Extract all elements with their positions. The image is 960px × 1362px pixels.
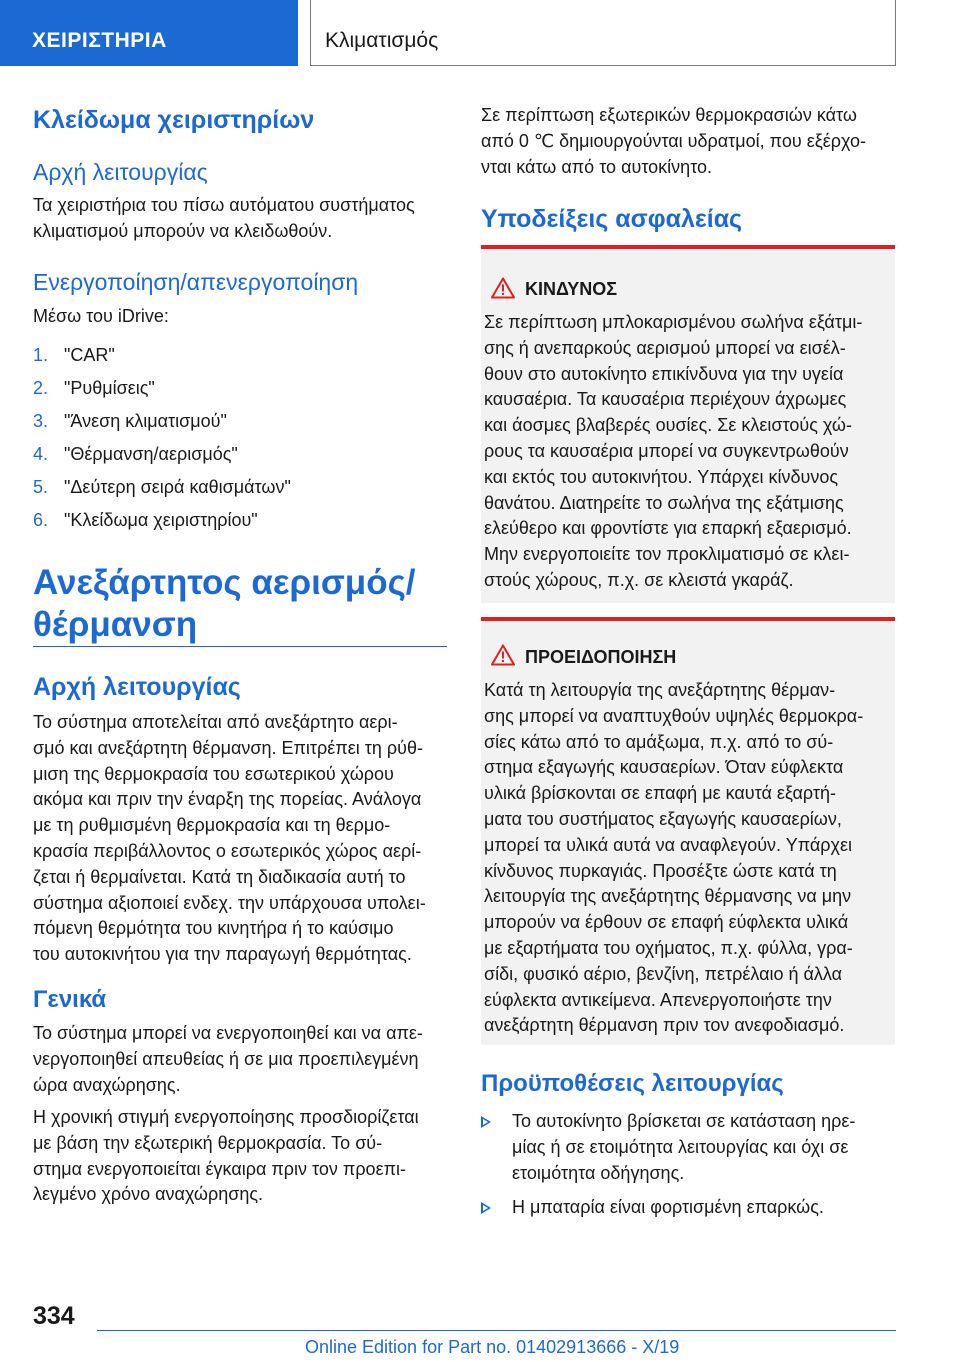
page-number: 334: [33, 1302, 75, 1330]
activation-intro: Μέσω του iDrive:: [33, 306, 169, 326]
warning-triangle-icon: [491, 644, 515, 666]
list-item: 2. "Ρυθμίσεις": [33, 378, 155, 398]
list-item: 5. "Δεύτερη σειρά καθισμάτων": [33, 477, 291, 497]
aux-principle-text: Το σύστημα αποτελείται από ανεξάρτητο αερι- σμό και ανεξάρτητη θέρμανση. Επιτρέπει τη ρύθ- μιση της θερμοκρασία του εσωτερικού χώρου ακόμα και πριν την έναρξη της πορείας. Ανάλογα με τη ρυθμισμένη θερμοκρασία και τη θερμο- κρασία περιβάλλοντος ο εσωτερικός χώρος αερί- ζεται ή θερμαίνεται. Κατά τη διαδικασία αυτή το σύστημα αξιοποιεί ενδεχ. την υπάρχουσα υπολει- πόμενη θερμότητα του κινητήρα ή το καύσιμο του αυτοκινήτου για την παραγωγή θερμότητας.: [33, 712, 426, 965]
list-item: 1. "CAR": [33, 345, 115, 365]
danger-box: [481, 245, 895, 603]
general-title: Γενικά: [33, 986, 107, 1013]
list-item: 3. "Άνεση κλιματισμού": [33, 411, 227, 431]
activation-steps: [33, 342, 447, 540]
section-rule: [33, 646, 447, 647]
warning-box: [481, 617, 895, 1045]
warning-triangle-icon: [491, 277, 515, 299]
lock-principle-text: Τα χειριστήρια του πίσω αυτόματου συστήματος κλιματισμού μπορούν να κλειδωθούν.: [33, 195, 415, 241]
danger-label: ΚΙΝΔΥΝΟΣ: [525, 279, 618, 299]
danger-text: Σε περίπτωση μπλοκαρισμένου σωλήνα εξάτμι- σης ή ανεπαρκούς αερισμού μπορεί να εισέλ- θουν στο αυτοκίνητο επικίνδυνα για την υγεία καυσαέρια. Τα καυσαέρια περιέχουν άχρωμες και άοσμες βλαβερές ουσίες. Σε κλειστούς χώ- ρους τα καυσαέρια μπορεί να συγκεντρωθούν και εκτός του αυτοκινήτου. Υπάρχει κίνδυνος θανάτου. Διατηρείτε το σωλήνα της εξάτμισης ελεύθερο και φροντίστε για επαρκή εξαερισμό. Μην ενεργοποιείτε τον προκλιματισμό σε κλει- στούς χώρους, π.χ. σε κλειστά γκαράζ.: [484, 312, 863, 590]
warning-label: ΠΡΟΕΙΔΟΠΟΙΗΣΗ: [525, 647, 677, 667]
general-paragraph-2: Η χρονική στιγμή ενεργοποίησης προσδιορίζεται με βάση την εξωτερική θερμοκρασία. Το σύ- στημα ενεργοποιείται έγκαιρα πριν τον προεπι- λεγμένο χρόνο αναχώρησης.: [33, 1107, 419, 1205]
warning-text: Κατά τη λειτουργία της ανεξάρτητης θέρμαν- σης μπορεί να αναπτυχθούν υψηλές θερμοκρα- σίες κάτω από το αμάξωμα, π.χ. από το σύ- στημα εξαγωγής καυσαερίων. Όταν εύφλεκτα υλικά βρίσκονται σε επαφή με καυτά εξαρτή- ματα του συστήματος εξαγωγής καυσαερίων, μπορεί τα υλικά αυτά να αναφλεγούν. Υπάρχει κίνδυνος πυρκαγιάς. Προσέξτε ώστε κατά τη λειτουργία της ανεξάρτητης θέρμανσης να μην μπορούν να έρθουν σε επαφή εύφλεκτα υλικά με εξαρτήματα του οχήματος, π.χ. φύλλα, γρα- σίδι, φυσικό αέριο, βενζίνη, πετρέλαιο ή άλλα εύφλεκτα αντικείμενα. Απενεργοποιήστε την ανεξάρτητη θέρμανση πριν τον ανεφοδιασμό.: [484, 680, 864, 1036]
chapter-tab: ΧΕΙΡΙΣΤΗΡΙΑ: [0, 0, 298, 66]
general-paragraph-1: Το σύστημα μπορεί να ενεργοποιηθεί και να απε- νεργοποιηθεί απευθείας ή σε μια προεπιλεγμένη ώρα αναχώρησης.: [33, 1023, 423, 1095]
requirements-title: Προϋποθέσεις λειτουργίας: [481, 1070, 784, 1097]
bullet-triangle-icon: [481, 1116, 491, 1128]
list-item: Η μπαταρία είναι φορτισμένη επαρκώς.: [481, 1195, 895, 1221]
list-item: 4. "Θέρμανση/αερισμός": [33, 444, 238, 464]
edition-note: Online Edition for Part no. 01402913666 - X/19: [305, 1337, 680, 1357]
section-title: Κλιματισμός: [310, 0, 896, 66]
activation-title: Ενεργοποίηση/απενεργοποίηση: [33, 269, 359, 295]
aux-heating-title: Ανεξάρτητος αερισμός/ θέρμανση: [33, 563, 416, 644]
footer-rule: [97, 1330, 896, 1331]
aux-principle-title: Αρχή λειτουργίας: [33, 673, 241, 701]
list-item: 6. "Κλείδωμα χειριστηρίου": [33, 510, 258, 530]
list-item: Το αυτοκίνητο βρίσκεται σε κατάσταση ηρε- μίας ή σε ετοιμότητα λειτουργίας και όχι σε ετοιμότητα οδήγησης.: [481, 1109, 895, 1186]
lock-principle-title: Αρχή λειτουργίας: [33, 159, 208, 185]
safety-title: Υποδείξεις ασφαλείας: [481, 205, 743, 233]
lock-title: Κλείδωμα χειριστηρίων: [33, 106, 315, 134]
bullet-triangle-icon: [481, 1202, 491, 1214]
condensation-note: Σε περίπτωση εξωτερικών θερμοκρασιών κάτω από 0 ℃ δημιουργούνται υδρατμοί, που εξέρχο- νται κάτω από το αυτοκίνητο.: [481, 105, 867, 177]
